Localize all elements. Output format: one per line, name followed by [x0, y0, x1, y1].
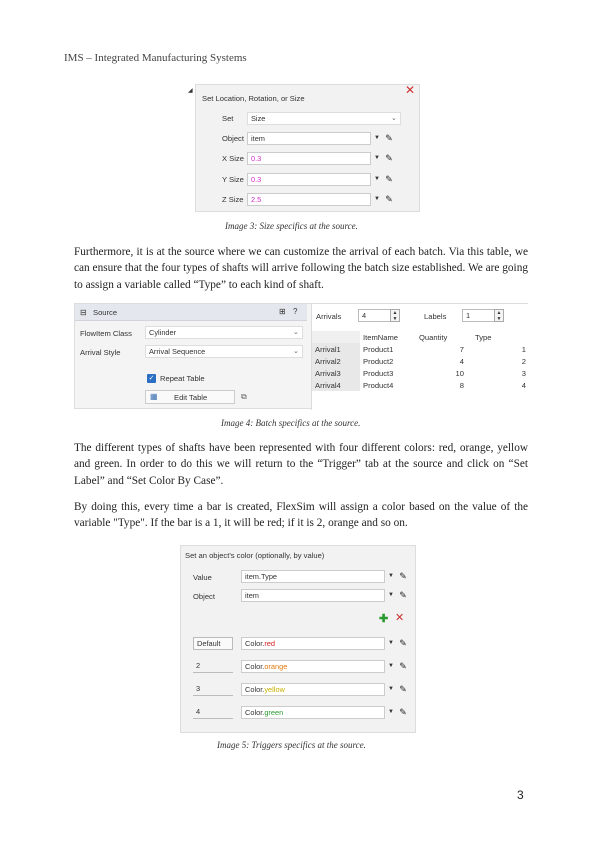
properties-icon[interactable]: ⊞ [279, 307, 286, 316]
case-color-field[interactable]: Color.red [241, 637, 385, 650]
dropdown-arrow-icon[interactable]: ▼ [388, 709, 394, 715]
table-row[interactable]: Arrival3 Product3 10 3 [312, 367, 529, 379]
dropdown-arrow-icon[interactable]: ▼ [388, 592, 394, 598]
dropdown-arrow-icon[interactable]: ▼ [388, 686, 394, 692]
table-row[interactable]: Arrival2 Product2 4 2 [312, 355, 529, 367]
page-number: 3 [517, 788, 524, 802]
repeat-table-checkbox[interactable]: ✓ [148, 375, 155, 382]
eyedropper-icon[interactable]: ✎ [399, 638, 407, 648]
color-by-case-panel [180, 545, 416, 733]
arrival-style-select[interactable]: Arrival Sequence [145, 345, 303, 358]
dropdown-arrow-icon[interactable]: ▼ [388, 640, 394, 646]
labels-spinner[interactable]: ▲ ▼ [494, 309, 504, 322]
edit-table-label: Edit Table [174, 393, 208, 402]
eyedropper-icon[interactable]: ✎ [399, 661, 407, 671]
panel-title: Set an object's color (optionally, by value) [185, 551, 325, 560]
repeat-table-label: Repeat Table [160, 374, 205, 383]
table-row[interactable]: Arrival4 Product4 8 4 [312, 379, 529, 391]
table-header-row: ItemName Quantity Type [312, 331, 529, 343]
collapse-icon[interactable]: ⊟ [80, 308, 87, 317]
help-icon[interactable]: ? [293, 307, 298, 316]
paragraph-arrivals: Furthermore, it is at the source where we can customize the arrival of each batch. Via this table, we can ensure that the four types of shafts will arrive following the batch size established. We are going to assign a variable called “Type” to each kind of shaft. [74, 246, 528, 291]
caption-image3: Image 3: Size specifics at the source. [225, 221, 358, 231]
case-color-field[interactable]: Color.yellow [241, 683, 385, 696]
eyedropper-icon[interactable]: ✎ [399, 590, 407, 600]
arrivals-spinner[interactable]: ▲ ▼ [390, 309, 400, 322]
close-icon[interactable]: ✕ [404, 83, 415, 97]
paragraph-colors: The different types of shafts have been represented with four different colors: red, orange, yellow and green. In order to do this we will return to the “Trigger” tab at the source and click on “Set Label” and “Set Color By Case”. [74, 442, 528, 487]
arrivals-table [312, 331, 529, 391]
dropdown-arrow-icon[interactable]: ▼ [388, 573, 394, 579]
object-field[interactable]: item [247, 132, 371, 145]
caption-image5: Image 5: Triggers specifics at the source. [217, 740, 366, 750]
copy-icon[interactable]: ⧉ [241, 392, 247, 401]
chevron-down-icon: ⌄ [293, 348, 299, 355]
z-size-field[interactable]: 2.5 [247, 193, 371, 206]
flowitem-class-label: FlowItem Class [80, 329, 132, 338]
size-settings-panel: ◢ Set Location, Rotation, or Size ✕ Set Size ⌄ Object item ▼ ✎ X Size 0.3 ▼ ✎ Y Size 0.3 ▼ ✎ Z Size 2.5 ▼ ✎ [195, 84, 420, 212]
collapse-triangle-icon[interactable]: ◢ [188, 88, 193, 94]
running-header: IMS – Integrated Manufacturing Systems [64, 52, 247, 64]
dropdown-arrow-icon[interactable]: ▼ [374, 196, 380, 202]
object-field[interactable]: item [241, 589, 385, 602]
dropdown-arrow-icon[interactable]: ▼ [374, 176, 380, 182]
dropdown-arrow-icon[interactable]: ▼ [374, 135, 380, 141]
case-key-4[interactable]: 4 [193, 706, 233, 719]
value-field[interactable]: item.Type [241, 570, 385, 583]
add-case-icon[interactable]: ✚ [379, 613, 389, 625]
case-color-field[interactable]: Color.green [241, 706, 385, 719]
eyedropper-icon[interactable]: ✎ [399, 707, 407, 717]
eyedropper-icon[interactable]: ✎ [399, 684, 407, 694]
arrivals-label: Arrivals [316, 312, 342, 321]
eyedropper-icon[interactable]: ✎ [385, 194, 393, 204]
labels-field[interactable]: 1 [462, 309, 500, 322]
eyedropper-icon[interactable]: ✎ [385, 133, 393, 143]
edit-table-button[interactable] [145, 390, 235, 404]
case-key-2[interactable]: 2 [193, 660, 233, 673]
case-color-field[interactable]: Color.orange [241, 660, 385, 673]
case-key-3[interactable]: 3 [193, 683, 233, 696]
eyedropper-icon[interactable]: ✎ [385, 174, 393, 184]
dropdown-arrow-icon[interactable]: ▼ [388, 663, 394, 669]
chevron-down-icon: ⌄ [391, 115, 397, 122]
flowitem-class-select[interactable]: Cylinder [145, 326, 303, 339]
y-size-field[interactable]: 0.3 [247, 173, 371, 186]
source-arrivals-panel [74, 303, 528, 409]
caption-image4: Image 4: Batch specifics at the source. [221, 418, 361, 428]
section-title: Source [93, 308, 118, 317]
table-icon: ▦ [150, 392, 158, 401]
panel-title: Set Location, Rotation, or Size [202, 94, 305, 103]
eyedropper-icon[interactable]: ✎ [385, 153, 393, 163]
value-label: Value [193, 573, 212, 582]
labels-label: Labels [424, 312, 447, 321]
dropdown-arrow-icon[interactable]: ▼ [374, 155, 380, 161]
arrivals-field[interactable]: 4 [358, 309, 396, 322]
table-row[interactable]: Arrival1 Product1 7 1 [312, 343, 529, 355]
chevron-down-icon: ⌄ [293, 329, 299, 336]
object-label: Object [193, 592, 215, 601]
remove-case-icon[interactable]: ✕ [395, 612, 405, 624]
arrival-style-label: Arrival Style [80, 348, 121, 357]
paragraph-flexsim: By doing this, every time a bar is created, FlexSim will assign a color based on the value of the variable "Type". If the bar is a 1, it will be red; if it is 2, orange and so on. [74, 501, 528, 530]
x-size-field[interactable]: 0.3 [247, 152, 371, 165]
eyedropper-icon[interactable]: ✎ [399, 571, 407, 581]
case-key-default[interactable]: Default [193, 637, 233, 650]
set-select[interactable]: Size [247, 112, 401, 125]
